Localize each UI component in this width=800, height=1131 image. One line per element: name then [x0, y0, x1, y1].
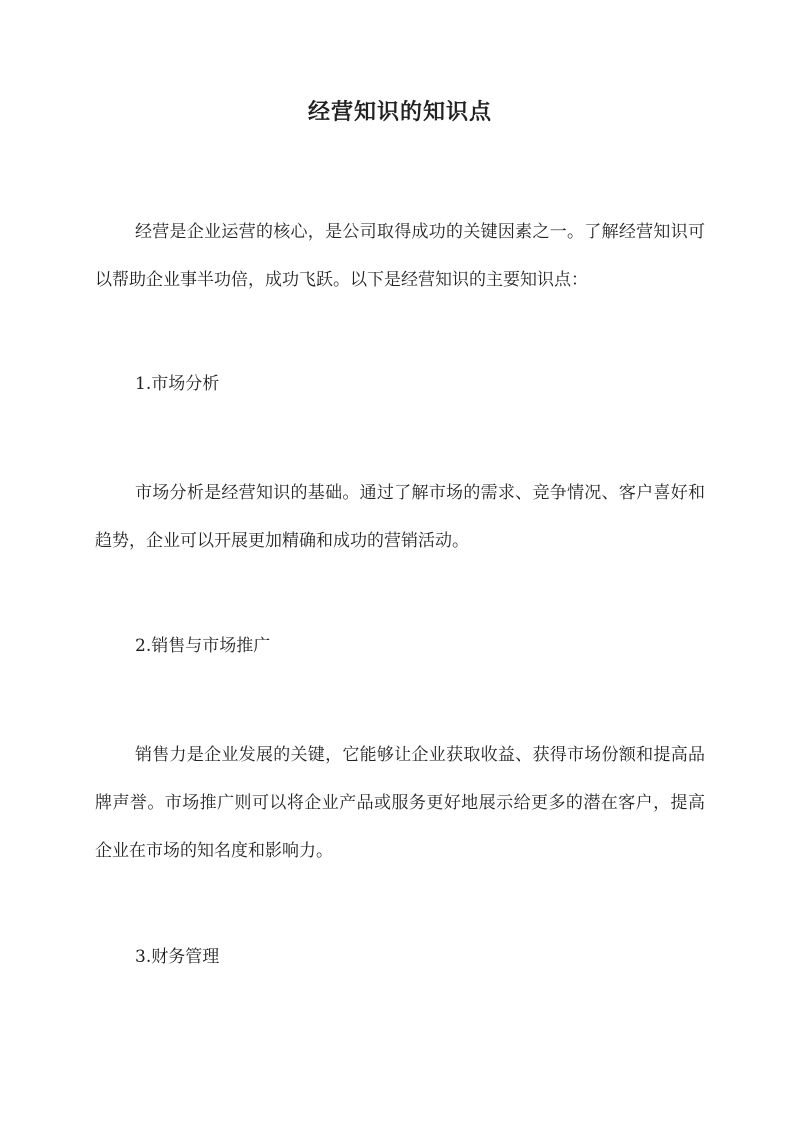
- section-heading-sales-marketing: 2.销售与市场推广: [135, 636, 271, 656]
- section-heading-financial-management: 3.财务管理: [135, 947, 220, 967]
- section-body-market-analysis: 市场分析是经营知识的基础。通过了解市场的需求、竞争情况、客户喜好和趋势，企业可以开展更加精确和成功的营销活动。: [95, 483, 705, 551]
- intro-paragraph: 经营是企业运营的核心，是公司取得成功的关键因素之一。了解经营知识可以帮助企业事半功倍，成功飞跃。以下是经营知识的主要知识点：: [95, 222, 705, 290]
- section-body-sales-marketing: 销售力是企业发展的关键，它能够让企业获取收益、获得市场份额和提高品牌声誉。市场推广则可以将企业产品或服务更好地展示给更多的潜在客户，提高企业在市场的知名度和影响力。: [95, 745, 705, 861]
- section-heading-market-analysis: 1.市场分析: [135, 374, 220, 394]
- document-title: 经营知识的知识点: [307, 99, 492, 125]
